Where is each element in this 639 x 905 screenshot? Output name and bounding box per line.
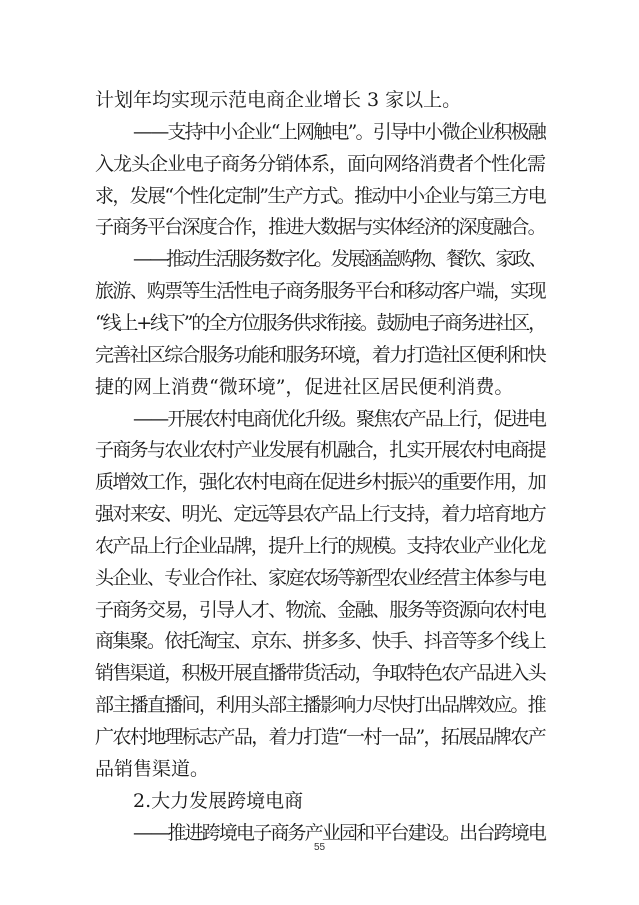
text-line-content: 计划年均实现示范电商企业增长 3 家以上。 (95, 89, 462, 111)
text-line-content: 2.大力发展跨境电商 (133, 789, 304, 812)
text-line (0, 719, 639, 755)
text-line-content: 强对来安、明光、定远等县农产品上行支持，着力培育地方 (95, 503, 545, 526)
text-line (0, 560, 639, 596)
text-line-content: ——开展农村电商优化升级。聚焦农产品上行，促进电 (133, 407, 545, 430)
text-line (0, 178, 639, 214)
text-line (0, 337, 639, 373)
text-line-content: 质增效工作，强化农村电商在促进乡村振兴的重要作用，加 (95, 471, 545, 494)
text-line-content: 商集聚。依托淘宝、京东、拼多多、快手、抖音等多个线上 (95, 630, 545, 653)
text-line-content: 完善社区综合服务功能和服务环境，着力打造社区便利和快 (95, 343, 545, 366)
text-line (0, 496, 639, 532)
text-line (0, 114, 639, 150)
text-line (0, 241, 639, 277)
text-line-content: 销售渠道，积极开展直播带货活动，争取特色农产品进入头 (95, 662, 545, 685)
text-line-content: ——推进跨境电子商务产业园和平台建设。出台跨境电 (133, 821, 545, 844)
text-line-content: 旅游、购票等生活性电子商务服务平台和移动客户端，实现 (95, 280, 545, 303)
text-line (0, 273, 639, 309)
text-line-content: 求，发展“个性化定制”生产方式。推动中小企业与第三方电 (95, 184, 545, 207)
text-line (0, 623, 639, 659)
text-line-content: 子商务交易，引导人才、物流、金融、服务等资源向农村电 (95, 598, 545, 621)
text-line (0, 528, 639, 564)
text-line-content: 子商务平台深度合作，推进大数据与实体经济的深度融合。 (95, 216, 545, 239)
text-line (0, 82, 639, 118)
text-line-content: 捷的网上消费“微环境”，促进社区居民便利消费。 (95, 375, 514, 398)
text-line-content: ——推动生活服务数字化。发展涵盖购物、餐饮、家政、 (133, 248, 545, 271)
text-line (0, 209, 639, 245)
text-line (0, 592, 639, 628)
text-line (0, 369, 639, 405)
text-line (0, 401, 639, 437)
text-line-content: 农产品上行企业品牌，提升上行的规模。支持农业产业化龙 (95, 534, 545, 557)
text-line-content: 头企业、专业合作社、家庭农场等新型农业经营主体参与电 (95, 566, 545, 589)
text-line-content: 入龙头企业电子商务分销体系，面向网络消费者个性化需 (95, 152, 545, 175)
text-line-content: ——支持中小企业“上网触电”。引导中小微企业积极融 (133, 120, 545, 143)
text-line-content: 部主播直播间，利用头部主播影响力尽快打出品牌效应。推 (95, 694, 545, 717)
text-line (0, 751, 639, 787)
text-line-content: 子商务与农业农村产业发展有机融合，扎实开展农村电商提 (95, 439, 545, 462)
text-line-content: 广农村地理标志产品，着力打造“一村一品”，拓展品牌农产 (95, 726, 545, 748)
text-line (0, 783, 639, 819)
text-line (0, 146, 639, 182)
text-line-content: “线上+线下”的全方位服务供求衔接。鼓励电子商务进社区， (95, 311, 545, 334)
text-line (0, 464, 639, 500)
text-line (0, 432, 639, 468)
text-line (0, 687, 639, 723)
text-line (0, 305, 639, 341)
page-number: 55 (313, 842, 326, 853)
text-line-content: 品销售渠道。 (95, 757, 210, 780)
text-line (0, 655, 639, 691)
